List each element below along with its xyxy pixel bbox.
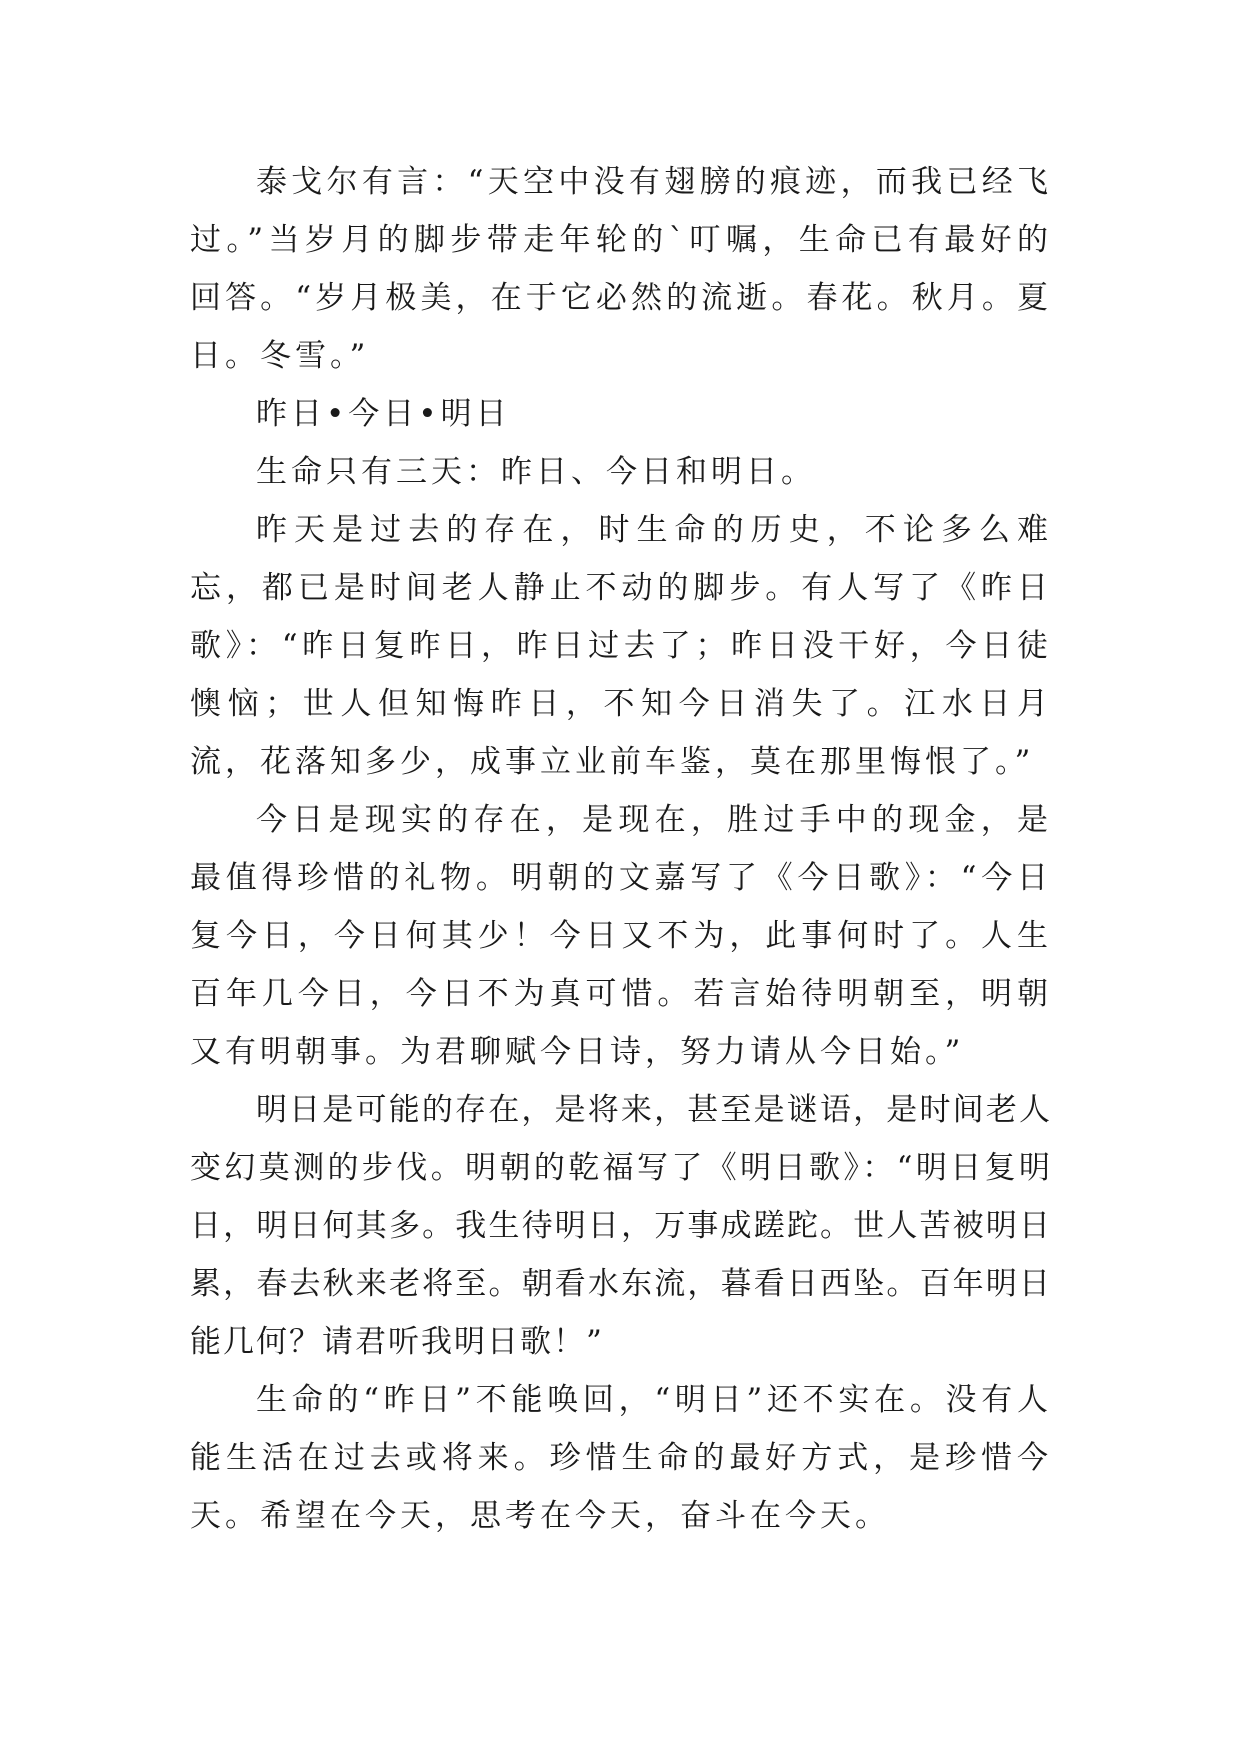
paragraph-intro-quote: 泰戈尔有言：“天空中没有翅膀的痕迹，而我已经飞过。”当岁月的脚步带走年轮的`叮嘱，生命已有最好的回答。“岁月极美，在于它必然的流逝。春花。秋月。夏日。冬雪。” <box>190 164 1052 374</box>
paragraph-today: 今日是现实的存在，是现在，胜过手中的现金，是最值得珍惜的礼物。明朝的文嘉写了《今日歌》：“今日复今日，今日何其少！今日又不为，此事何时了。人生百年几今日，今日不为真可惜。若言始待明朝至，明朝又有明朝事。为君聊赋今日诗，努力请从今日始。” <box>190 802 1052 1070</box>
paragraph-tomorrow: 明日是可能的存在，是将来，甚至是谜语，是时间老人变幻莫测的步伐。明朝的乾福写了《明日歌》：“明日复明日，明日何其多。我生待明日，万事成蹉跎。世人苦被明日累，春去秋来老将至。朝看水东流，暮看日西坠。百年明日能几何？请君听我明日歌！” <box>190 1092 1052 1360</box>
document-page <box>190 153 1052 1545</box>
paragraph-yesterday: 昨天是过去的存在，时生命的历史，不论多么难忘，都已是时间老人静止不动的脚步。有人写了《昨日歌》：“昨日复昨日，昨日过去了；昨日没干好，今日徒懊恼；世人但知悔昨日，不知今日消失了。江水日月流，花落知多少，成事立业前车鉴，莫在那里悔恨了。” <box>190 512 1052 780</box>
paragraph-conclusion: 生命的“昨日”不能唤回，“明日”还不实在。没有人能生活在过去或将来。珍惜生命的最好方式，是珍惜今天。希望在今天，思考在今天，奋斗在今天。 <box>190 1382 1052 1534</box>
section-heading: 昨日•今日•明日 <box>256 396 511 432</box>
paragraph-three-days: 生命只有三天：昨日、今日和明日。 <box>256 454 816 490</box>
